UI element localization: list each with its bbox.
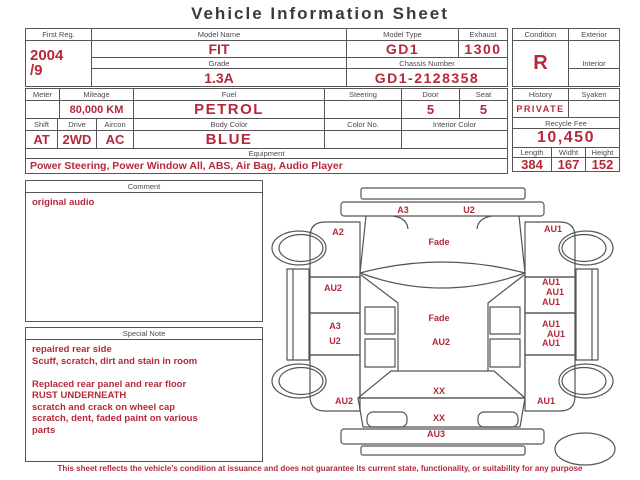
- left-rear-window: [365, 339, 395, 367]
- shift-value: AT: [26, 131, 57, 149]
- recycle-fee-value: 10,450: [513, 129, 619, 148]
- right-rear-wheel-inner: [562, 368, 606, 395]
- damage-code-au1: AU1: [541, 297, 561, 307]
- right-tail-light: [478, 412, 518, 427]
- damage-code-u2: U2: [329, 336, 341, 346]
- exterior-value: [568, 41, 619, 58]
- note-line: repaired rear side: [32, 344, 112, 355]
- damage-code-xx: XX: [432, 386, 446, 396]
- front-top-bar: [361, 188, 525, 199]
- color-no-value: [324, 131, 401, 149]
- damage-code-au2: AU2: [323, 283, 343, 293]
- damage-code-au1: AU1: [543, 224, 563, 234]
- damage-code-u2: U2: [463, 205, 475, 215]
- exhaust-label: Exhaust: [458, 29, 507, 41]
- body-color-label: Body Color: [133, 119, 324, 131]
- damage-code-au2: AU2: [431, 337, 451, 347]
- door-label: Door: [401, 89, 459, 101]
- interior-color-label: Interior Color: [401, 119, 507, 131]
- color-no-label: Color No.: [324, 119, 401, 131]
- disclaimer-text: This sheet reflects the vehicle's condition at issuance and does not guarantee its current state, functionality, or suitability for any purpose: [57, 464, 583, 473]
- door-value: 5: [401, 101, 459, 119]
- mileage-label: Mileage: [59, 89, 133, 101]
- comment-label: Comment: [26, 181, 262, 193]
- aircon-label: Aircon: [96, 119, 133, 131]
- damage-code-au1: AU1: [536, 396, 556, 406]
- damage-code-fade: Fade: [428, 313, 450, 323]
- left-wiper-arc: [393, 216, 408, 229]
- damage-code-xx: XX: [432, 413, 446, 423]
- damage-code-a3: A3: [397, 205, 409, 215]
- syaken-label: Syaken: [568, 89, 619, 101]
- history-row: [513, 89, 619, 118]
- right-front-wheel: [559, 231, 613, 265]
- drive-value: 2WD: [57, 131, 96, 149]
- left-sill: [287, 269, 309, 360]
- body-color-value: BLUE: [133, 131, 324, 149]
- model-type-value: GD1: [346, 41, 458, 58]
- left-front-wheel: [272, 231, 326, 265]
- drive-label: Drive: [57, 119, 96, 131]
- special-note-text: [26, 340, 262, 440]
- right-rear-window: [490, 339, 520, 367]
- left-rear-wheel: [272, 364, 326, 398]
- model-type-label: Model Type: [346, 29, 458, 41]
- damage-code-fade: Fade: [428, 237, 450, 247]
- right-sill: [576, 269, 598, 360]
- length-value: 384: [521, 158, 543, 171]
- comment-box: [25, 180, 263, 322]
- width-label: Widht: [551, 148, 585, 158]
- damage-code-a3: A3: [329, 321, 341, 331]
- note-line: scratch, dent, faded paint on various: [32, 413, 198, 424]
- left-tail-light: [367, 412, 407, 427]
- meter-value: [26, 101, 59, 119]
- spec-row-top: [26, 89, 507, 119]
- model-name-label: Model Name: [91, 29, 346, 41]
- fuel-label: Fuel: [133, 89, 324, 101]
- first-reg-year: 2004: [30, 47, 64, 65]
- equipment-value: Power Steering, Power Window All, ABS, Air Bag, Audio Player: [30, 160, 343, 172]
- grade-label: Grade: [91, 58, 346, 69]
- equipment-label: Equipment: [26, 149, 507, 159]
- vehicle-id-table: [25, 28, 508, 87]
- spec-row-mid: [26, 119, 507, 149]
- right-wiper-arc: [477, 216, 492, 229]
- exhaust-value: 1300: [458, 41, 507, 58]
- width-value: 167: [551, 158, 585, 171]
- mileage-value: 80,000 KM: [59, 101, 133, 119]
- left-rear-door: [310, 313, 360, 355]
- chassis-number-label: Chassis Number: [346, 58, 507, 69]
- note-line: [32, 367, 256, 379]
- interior-label: Interior: [568, 58, 619, 69]
- first-reg-month: /9: [30, 61, 43, 79]
- shift-label: Shift: [26, 119, 57, 131]
- recycle-fee-block: [513, 118, 619, 148]
- first-reg-label: First Reg.: [26, 29, 91, 41]
- syaken-value: [568, 101, 619, 118]
- aircon-value: AC: [96, 131, 133, 149]
- history-panel: [512, 88, 620, 172]
- note-line: RUST UNDERNEATH: [32, 390, 127, 401]
- roof-right-line: [488, 275, 524, 371]
- car-damage-diagram: [263, 181, 638, 471]
- seat-value: 5: [459, 101, 507, 119]
- interior-color-value: [401, 131, 507, 149]
- recycle-fee-label: Recycle Fee: [513, 118, 619, 129]
- steering-label: Steering: [324, 89, 401, 101]
- special-note-box: [25, 327, 263, 462]
- left-front-wheel-inner: [279, 235, 323, 262]
- damage-code-au1: AU1: [541, 319, 561, 329]
- cabin-right-edge: [519, 216, 525, 396]
- seat-label: Seat: [459, 89, 507, 101]
- note-line: Scuff, scratch, dirt and stain in room: [32, 355, 198, 367]
- condition-panel: [512, 28, 620, 87]
- left-rear-wheel-inner: [279, 368, 323, 395]
- history-label: History: [513, 89, 568, 101]
- left-front-window: [365, 307, 395, 334]
- note-line: scratch and crack on wheel cap: [32, 401, 176, 413]
- meter-label: Meter: [26, 89, 59, 101]
- chassis-number-value: GD1-2128358: [346, 69, 507, 86]
- first-reg-value: [26, 41, 91, 86]
- windshield: [360, 262, 525, 288]
- height-value: 152: [585, 158, 619, 171]
- right-front-wheel-inner: [562, 235, 606, 262]
- special-note-label: Special Note: [26, 328, 262, 340]
- note-line: original audio: [32, 197, 95, 208]
- interior-value: [568, 69, 619, 86]
- damage-code-au3: AU3: [426, 429, 446, 439]
- rear-bottom-bar: [361, 446, 525, 455]
- damage-code-au1: AU1: [546, 329, 566, 339]
- damage-code-au1: AU1: [545, 287, 565, 297]
- exterior-label: Exterior: [568, 29, 619, 41]
- condition-value: R: [533, 52, 548, 74]
- history-value: PRIVATE: [513, 101, 568, 118]
- comment-text: [26, 193, 262, 213]
- dimensions-row: [513, 148, 619, 171]
- right-rear-wheel: [559, 364, 613, 398]
- right-front-window: [490, 307, 520, 334]
- fuel-value: PETROL: [133, 101, 324, 119]
- cabin-left-edge: [360, 216, 366, 396]
- page-title: Vehicle Information Sheet: [191, 4, 449, 23]
- damage-code-a2: A2: [332, 227, 344, 237]
- height-label: Height: [585, 148, 619, 158]
- damage-code-au2: AU2: [334, 396, 354, 406]
- damage-code-au1: AU1: [541, 338, 561, 348]
- roof-left-line: [361, 275, 398, 371]
- condition-label: Condition: [513, 29, 568, 41]
- length-label: Length: [513, 148, 551, 158]
- damage-code-au1: AU1: [541, 277, 561, 287]
- note-line: Replaced rear panel and rear floor: [32, 378, 187, 390]
- spec-row-equipment: [26, 149, 507, 173]
- model-name-value: FIT: [91, 41, 346, 58]
- front-bumper: [341, 202, 544, 216]
- spec-table: [25, 88, 508, 174]
- grade-value: 1.3A: [91, 69, 346, 86]
- note-line: parts: [32, 424, 56, 436]
- steering-value: [324, 101, 401, 119]
- spare-tire: [555, 433, 615, 465]
